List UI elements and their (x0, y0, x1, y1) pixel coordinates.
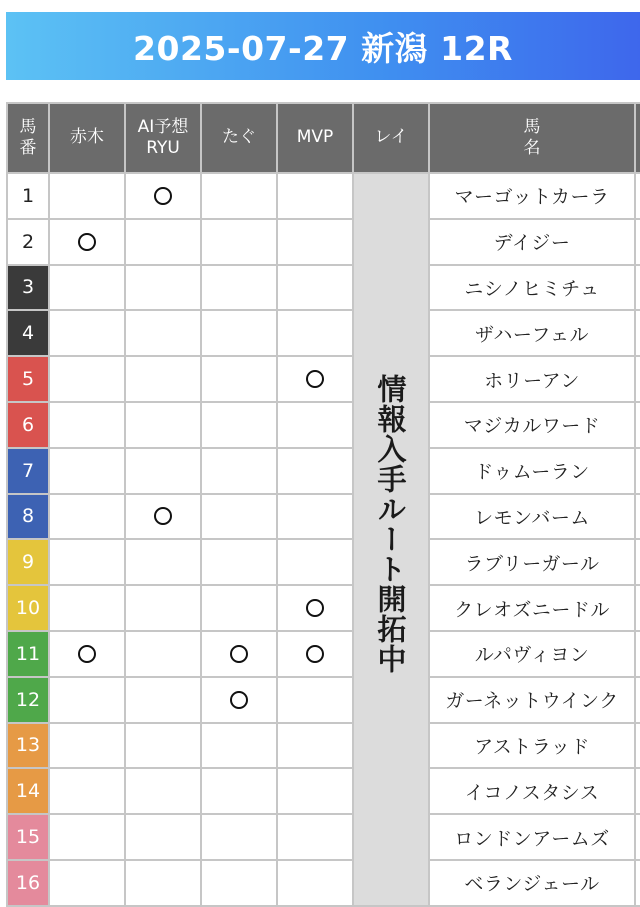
pick-cell-tagu (202, 403, 278, 449)
pick-cell-ai (126, 678, 202, 724)
pick-cell-akagi (50, 678, 126, 724)
pick-cell-tagu (202, 540, 278, 586)
pick-circle-icon (230, 691, 248, 709)
horse-name: イコノスタシス (430, 769, 636, 815)
pick-cell-tagu (202, 678, 278, 724)
horse-name: ルパヴィヨン (430, 632, 636, 678)
pick-cell-akagi (50, 266, 126, 312)
pick-cell-ai (126, 769, 202, 815)
pick-cell-tagu (202, 357, 278, 403)
pick-circle-icon (154, 187, 172, 205)
header-tagu: たぐ (202, 104, 278, 174)
pick-cell-mvp (278, 449, 354, 495)
horse-number: 7 (8, 449, 50, 495)
horse-number: 12 (8, 678, 50, 724)
rei-column-note (354, 174, 430, 907)
pick-cell-akagi (50, 403, 126, 449)
pick-cell-mvp (278, 815, 354, 861)
pick-cell-ai (126, 403, 202, 449)
horse-number: 15 (8, 815, 50, 861)
pick-cell-ai (126, 632, 202, 678)
pick-circle-icon (78, 645, 96, 663)
pick-circle-icon (306, 370, 324, 388)
horse-number: 9 (8, 540, 50, 586)
pick-cell-akagi (50, 815, 126, 861)
pick-cell-akagi (50, 449, 126, 495)
horse-name: マーゴットカーラ (430, 174, 636, 220)
row-edge (636, 403, 640, 449)
row-edge (636, 678, 640, 724)
row-edge (636, 724, 640, 770)
pick-circle-icon (154, 507, 172, 525)
pick-cell-mvp (278, 632, 354, 678)
pick-cell-ai (126, 495, 202, 541)
rei-note-text: 情報入手ルート開拓中 (373, 374, 408, 674)
pick-cell-tagu (202, 495, 278, 541)
pick-circle-icon (230, 645, 248, 663)
pick-cell-ai (126, 815, 202, 861)
pick-cell-tagu (202, 266, 278, 312)
pick-cell-mvp (278, 769, 354, 815)
pick-cell-mvp (278, 403, 354, 449)
pick-cell-ai (126, 449, 202, 495)
pick-cell-mvp (278, 678, 354, 724)
pick-cell-akagi (50, 724, 126, 770)
horse-name: ドゥムーラン (430, 449, 636, 495)
pick-cell-akagi (50, 174, 126, 220)
pick-cell-ai (126, 311, 202, 357)
pick-cell-akagi (50, 311, 126, 357)
row-edge (636, 449, 640, 495)
pick-cell-ai (126, 724, 202, 770)
horse-name: ニシノヒミチュ (430, 266, 636, 312)
horse-number: 5 (8, 357, 50, 403)
race-title-banner (6, 12, 640, 80)
horse-number: 1 (8, 174, 50, 220)
row-edge (636, 861, 640, 907)
pick-cell-tagu (202, 174, 278, 220)
horse-number: 14 (8, 769, 50, 815)
pick-cell-tagu (202, 724, 278, 770)
pick-cell-mvp (278, 174, 354, 220)
horse-name: ベランジェール (430, 861, 636, 907)
row-edge (636, 815, 640, 861)
row-edge (636, 769, 640, 815)
horse-name: ホリーアン (430, 357, 636, 403)
pick-cell-mvp (278, 724, 354, 770)
pick-cell-tagu (202, 220, 278, 266)
pick-cell-ai (126, 174, 202, 220)
header-mvp: MVP (278, 104, 354, 174)
horse-name: ラブリーガール (430, 540, 636, 586)
pick-cell-tagu (202, 311, 278, 357)
pick-circle-icon (306, 599, 324, 617)
header-ai-ryu: AI予想 RYU (126, 104, 202, 174)
row-edge (636, 495, 640, 541)
row-edge (636, 174, 640, 220)
horse-name: デイジー (430, 220, 636, 266)
pick-cell-mvp (278, 311, 354, 357)
pick-cell-tagu (202, 815, 278, 861)
pick-cell-tagu (202, 861, 278, 907)
pick-cell-mvp (278, 540, 354, 586)
horse-name: マジカルワード (430, 403, 636, 449)
pick-cell-akagi (50, 861, 126, 907)
header-rei: レイ (354, 104, 430, 174)
row-edge (636, 540, 640, 586)
row-edge (636, 311, 640, 357)
pick-circle-icon (306, 645, 324, 663)
pick-cell-ai (126, 540, 202, 586)
horse-name: ロンドンアームズ (430, 815, 636, 861)
pick-cell-akagi (50, 357, 126, 403)
pick-cell-tagu (202, 586, 278, 632)
header-horse-name: 馬 名 (430, 104, 636, 174)
pick-cell-tagu (202, 449, 278, 495)
horse-name: クレオズニードル (430, 586, 636, 632)
horse-number: 11 (8, 632, 50, 678)
horse-number: 6 (8, 403, 50, 449)
horse-number: 10 (8, 586, 50, 632)
pick-cell-akagi (50, 495, 126, 541)
pick-circle-icon (78, 233, 96, 251)
pick-cell-akagi (50, 632, 126, 678)
pick-cell-ai (126, 357, 202, 403)
row-edge (636, 357, 640, 403)
horse-number: 3 (8, 266, 50, 312)
row-edge (636, 632, 640, 678)
race-title: 2025-07-27 新潟 12R (133, 28, 513, 68)
pick-cell-ai (126, 220, 202, 266)
header-akagi: 赤木 (50, 104, 126, 174)
header-number: 馬 番 (8, 104, 50, 174)
pick-cell-akagi (50, 220, 126, 266)
pick-cell-tagu (202, 632, 278, 678)
horse-name: ガーネットウインク (430, 678, 636, 724)
horse-name: ザハーフェル (430, 311, 636, 357)
row-edge (636, 586, 640, 632)
horse-name: レモンバーム (430, 495, 636, 541)
pick-cell-mvp (278, 266, 354, 312)
pick-cell-ai (126, 861, 202, 907)
horse-number: 8 (8, 495, 50, 541)
pick-cell-akagi (50, 540, 126, 586)
horse-number: 16 (8, 861, 50, 907)
pick-cell-mvp (278, 220, 354, 266)
pick-cell-ai (126, 586, 202, 632)
horse-number: 13 (8, 724, 50, 770)
pick-cell-akagi (50, 769, 126, 815)
row-edge (636, 266, 640, 312)
pick-cell-ai (126, 266, 202, 312)
horse-name: アストラッド (430, 724, 636, 770)
header-edge (636, 104, 640, 174)
pick-cell-mvp (278, 861, 354, 907)
horse-number: 2 (8, 220, 50, 266)
pick-cell-mvp (278, 357, 354, 403)
pick-cell-mvp (278, 586, 354, 632)
pick-cell-akagi (50, 586, 126, 632)
prediction-table (6, 102, 640, 907)
horse-number: 4 (8, 311, 50, 357)
pick-cell-tagu (202, 769, 278, 815)
row-edge (636, 220, 640, 266)
pick-cell-mvp (278, 495, 354, 541)
